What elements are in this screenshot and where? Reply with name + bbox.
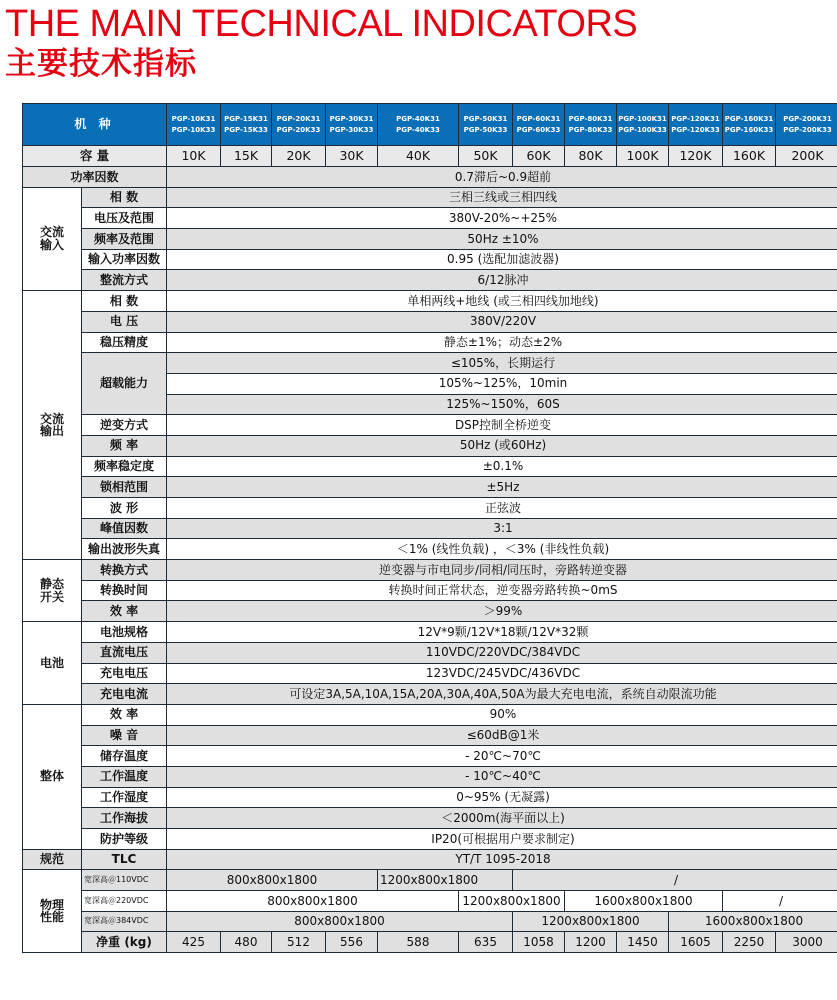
capacity-cell: 15K [221,146,272,167]
table-row [23,415,837,436]
spec-label: 防护等级 [82,829,167,850]
model-cell [459,104,513,146]
table-row [23,849,837,870]
spec-label: 锁相范围 [82,477,167,498]
spec-value: - 20℃~70℃ [167,746,837,767]
page-title: THE MAIN TECHNICAL INDICATORS [5,3,638,45]
weight-cell: 2250 [723,932,776,953]
spec-value: ≤105%，长期运行 [167,353,837,374]
power-factor-label: 功率因数 [23,167,167,188]
spec-label: TLC [82,849,167,870]
spec-value: 可设定3A,5A,10A,15A,20A,30A,40A,50A为最大充电电流，系统自动限流功能 [167,684,837,705]
spec-value: 6/12脉冲 [167,270,837,291]
table-row [23,146,837,167]
spec-label: 输出波形失真 [82,539,167,560]
table-row [23,829,837,850]
table-row [23,725,837,746]
model-name: PGP-50K33 [463,125,508,134]
dimension-cell: 800x800x1800 [167,891,459,912]
model-name: PGP-40K31 [396,114,440,123]
model-name: PGP-200K33 [783,125,832,134]
table-row [23,766,837,787]
model-name: PGP-160K33 [724,125,774,134]
spec-label: 波 形 [82,498,167,519]
capacity-cell: 100K [617,146,669,167]
capacity-cell: 50K [459,146,513,167]
section-title: 整体 [23,704,82,849]
spec-label: 效 率 [82,601,167,622]
model-name: PGP-200K31 [783,114,832,123]
spec-label: 逆变方式 [82,415,167,436]
weight-cell: 1605 [669,932,723,953]
section-title: 电池 [23,622,82,705]
capacity-label: 容 量 [23,146,167,167]
table-row [23,167,837,188]
dimension-cell: / [513,870,837,891]
table-row [23,208,837,229]
spec-label: 转换方式 [82,560,167,581]
weight-cell: 1450 [617,932,669,953]
spec-value: 125%~150%，60S [167,394,837,415]
model-name: PGP-120K33 [671,125,720,134]
spec-value: 50Hz (或60Hz) [167,435,837,456]
model-name: PGP-15K31 [224,114,268,123]
table-row [23,332,837,353]
spec-label: 峰值因数 [82,518,167,539]
table-row [23,104,837,146]
spec-value: 正弦波 [167,498,837,519]
section-title: 静态 开关 [23,560,82,622]
table-row [23,270,837,291]
spec-value: 12V*9颗/12V*18颗/12V*32颗 [167,622,837,643]
table-row [23,642,837,663]
spec-label: 充电电流 [82,684,167,705]
model-cell [669,104,723,146]
spec-label: 电池规格 [82,622,167,643]
spec-value: 123VDC/245VDC/436VDC [167,663,837,684]
capacity-cell: 160K [723,146,776,167]
spec-value: 380V/220V [167,311,837,332]
table-row [23,291,837,312]
table-row [23,684,837,705]
model-cell [167,104,221,146]
spec-value: 0~95% (无凝露) [167,787,837,808]
capacity-cell: 60K [513,146,565,167]
table-row [23,911,837,932]
weight-cell: 480 [221,932,272,953]
spec-label: 相 数 [82,187,167,208]
spec-value: 380V-20%~+25% [167,208,837,229]
spec-value: ±0.1% [167,456,837,477]
spec-table [22,103,837,953]
spec-value: 逆变器与市电同步/同相/同压时，旁路转逆变器 [167,560,837,581]
capacity-cell: 40K [378,146,459,167]
model-cell [513,104,565,146]
spec-label: 效 率 [82,704,167,725]
table-row [23,580,837,601]
spec-value: 转换时间正常状态，逆变器旁路转换~0mS [167,580,837,601]
model-name: PGP-50K31 [463,114,508,123]
model-name: PGP-30K33 [329,125,374,134]
model-name: PGP-60K31 [516,114,561,123]
dimension-cell: 800x800x1800 [167,911,513,932]
table-row [23,456,837,477]
table-row [23,353,837,374]
capacity-cell: 200K [776,146,837,167]
spec-value: - 10℃~40℃ [167,766,837,787]
table-row [23,249,837,270]
weight-cell: 588 [378,932,459,953]
spec-value: 110VDC/220VDC/384VDC [167,642,837,663]
dimension-label: 宽深高＠384VDC [82,911,167,932]
spec-value: ＜2000m(海平面以上) [167,808,837,829]
weight-cell: 1200 [565,932,617,953]
spec-value: 三相三线或三相四线 [167,187,837,208]
dimension-cell: 1200x800x1800 [378,870,513,891]
model-name: PGP-80K33 [568,125,613,134]
model-name: PGP-100K33 [618,125,667,134]
spec-value: 单相两线+地线 (或三相四线加地线) [167,291,837,312]
spec-label: 相 数 [82,291,167,312]
spec-value: 3:1 [167,518,837,539]
spec-label: 噪 音 [82,725,167,746]
table-row [23,704,837,725]
spec-value: 静态±1%；动态±2% [167,332,837,353]
model-name: PGP-20K31 [276,114,321,123]
spec-label: 电 压 [82,311,167,332]
spec-label: 电压及范围 [82,208,167,229]
weight-cell: 3000 [776,932,837,953]
table-row [23,560,837,581]
capacity-cell: 120K [669,146,723,167]
model-cell [221,104,272,146]
spec-label: 频 率 [82,435,167,456]
spec-value: ＜1% (线性负载) ，＜3% (非线性负载) [167,539,837,560]
model-name: PGP-15K33 [224,125,268,134]
model-cell [272,104,326,146]
model-name: PGP-10K31 [171,114,216,123]
dimension-cell: 800x800x1800 [167,870,378,891]
model-name: PGP-10K33 [171,125,216,134]
spec-label: 输入功率因数 [82,249,167,270]
model-name: PGP-60K33 [516,125,561,134]
model-name: PGP-80K31 [568,114,613,123]
table-row [23,498,837,519]
model-cell [378,104,459,146]
table-row [23,601,837,622]
capacity-cell: 80K [565,146,617,167]
table-row [23,746,837,767]
spec-value: ＞99% [167,601,837,622]
table-row [23,435,837,456]
model-cell [326,104,378,146]
model-name: PGP-160K31 [724,114,774,123]
dimension-label: 宽深高＠110VDC [82,870,167,891]
model-header: 机 种 [23,104,167,146]
model-name: PGP-100K31 [618,114,667,123]
spec-label: 工作温度 [82,766,167,787]
spec-value: YT/T 1095-2018 [167,849,837,870]
section-title: 交流 输出 [23,291,82,560]
spec-value: DSP控制全桥逆变 [167,415,837,436]
dimension-label: 宽深高＠220VDC [82,891,167,912]
spec-label: 工作湿度 [82,787,167,808]
section-title: 物理 性能 [23,870,82,953]
spec-label: 频率及范围 [82,229,167,250]
spec-label: 稳压精度 [82,332,167,353]
model-name: PGP-30K31 [329,114,374,123]
spec-label: 超载能力 [82,353,167,415]
power-factor-value: 0.7滞后~0.9超前 [167,167,837,188]
table-row [23,787,837,808]
table-row [23,932,837,953]
spec-label: 充电电压 [82,663,167,684]
section-title: 交流 输入 [23,187,82,290]
table-row [23,518,837,539]
spec-value: ±5Hz [167,477,837,498]
table-row [23,622,837,643]
spec-value: 90% [167,704,837,725]
spec-label: 工作海拔 [82,808,167,829]
spec-value: 0.95 (选配加滤波器) [167,249,837,270]
table-row [23,187,837,208]
weight-label: 净重 (kg) [82,932,167,953]
weight-cell: 425 [167,932,221,953]
spec-value: 50Hz ±10% [167,229,837,250]
table-row [23,663,837,684]
weight-cell: 1058 [513,932,565,953]
spec-label: 直流电压 [82,642,167,663]
page-subtitle: 主要技术指标 [5,46,197,82]
table-row [23,870,837,891]
model-name: PGP-40K33 [396,125,440,134]
spec-value: 105%~125%，10min [167,373,837,394]
spec-value: ≤60dB@1米 [167,725,837,746]
dimension-cell: / [723,891,837,912]
section-title: 规范 [23,849,82,870]
dimension-cell: 1200x800x1800 [513,911,669,932]
model-name: PGP-20K33 [276,125,321,134]
model-name: PGP-120K31 [671,114,720,123]
dimension-cell: 1600x800x1800 [669,911,837,932]
model-cell [565,104,617,146]
spec-label: 转换时间 [82,580,167,601]
table-row [23,311,837,332]
table-row [23,477,837,498]
spec-label: 频率稳定度 [82,456,167,477]
weight-cell: 556 [326,932,378,953]
table-row [23,229,837,250]
table-row [23,539,837,560]
capacity-cell: 10K [167,146,221,167]
weight-cell: 635 [459,932,513,953]
model-cell [776,104,837,146]
capacity-cell: 30K [326,146,378,167]
weight-cell: 512 [272,932,326,953]
table-row [23,808,837,829]
capacity-cell: 20K [272,146,326,167]
spec-value: IP20(可根据用户要求制定) [167,829,837,850]
dimension-cell: 1600x800x1800 [565,891,723,912]
spec-label: 整流方式 [82,270,167,291]
spec-label: 储存温度 [82,746,167,767]
table-row [23,891,837,912]
dimension-cell: 1200x800x1800 [459,891,565,912]
model-cell [617,104,669,146]
model-cell [723,104,776,146]
